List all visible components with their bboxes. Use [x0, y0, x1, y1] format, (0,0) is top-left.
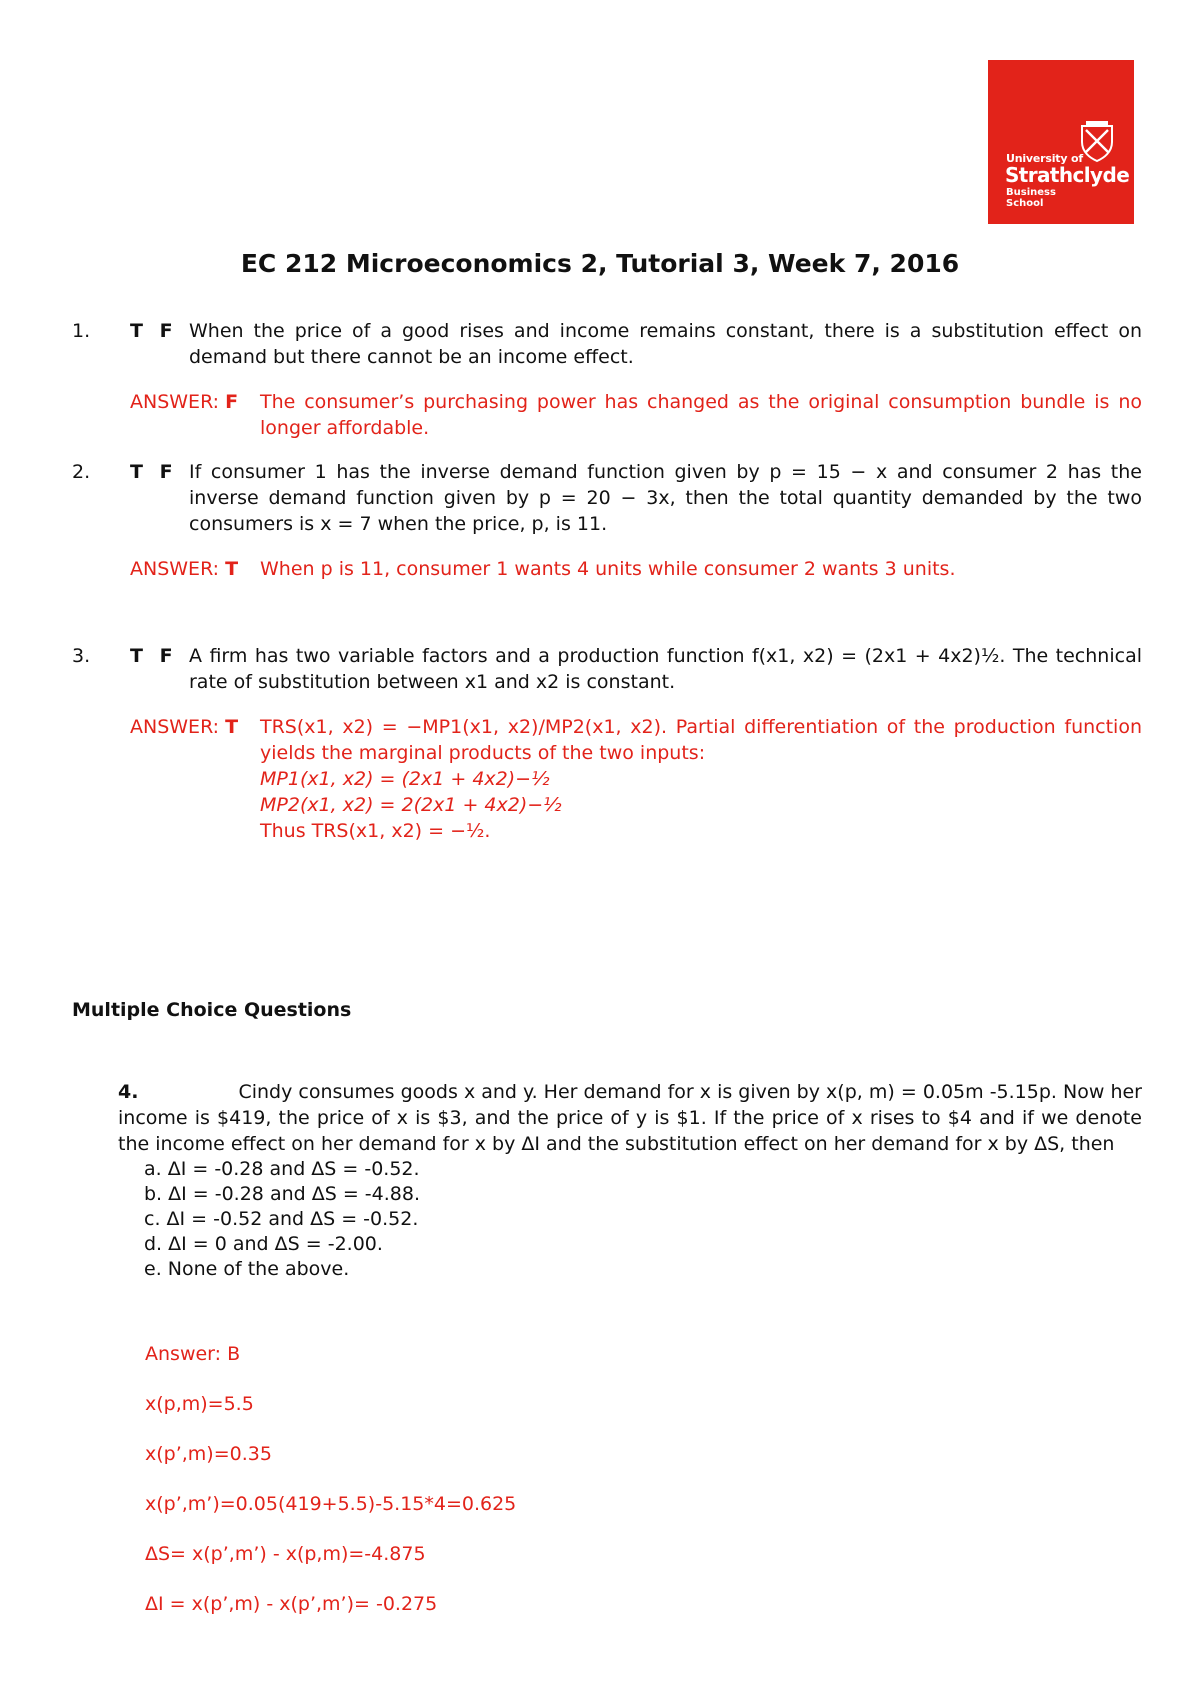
mc-working-2: x(p’,m)=0.35 — [145, 1443, 272, 1465]
true-false-options: T F — [130, 461, 173, 483]
answer-3 — [130, 714, 1142, 844]
mc-option-e: e. None of the above. — [144, 1258, 350, 1280]
mc-number: 4. — [118, 1081, 139, 1103]
section-title: Multiple Choice Questions — [72, 999, 352, 1021]
mc-answer: Answer: B — [145, 1343, 241, 1365]
mc-options — [118, 1157, 1142, 1282]
question-1 — [72, 318, 1142, 370]
true-false-options: T F — [130, 320, 173, 342]
mc-working-1: x(p,m)=5.5 — [145, 1393, 254, 1415]
true-false-options: T F — [130, 645, 173, 667]
answer-text: The consumer’s purchasing power has changed as the original consumption bundle is no longer affordable. — [260, 391, 1142, 439]
mc-option-b: b. ΔI = -0.28 and ΔS = -4.88. — [144, 1183, 420, 1205]
mc-option-a: a. ΔI = -0.28 and ΔS = -0.52. — [144, 1158, 420, 1180]
question-number: 1. — [72, 320, 91, 342]
question-statement: A firm has two variable factors and a production function f(x1, x2) = (2x1 + 4x2)½. The technical rate of substitution between x1 and x2 is constant. — [189, 645, 1142, 693]
answer-1 — [130, 389, 1142, 441]
logo-line-2: Strathclyde — [1005, 163, 1130, 187]
mc-stem: Cindy consumes goods x and y. Her demand for x is given by x(p, m) = 0.05m -5.15p. Now her income is $419, the price of x is $3, and the price of y is $1. If the price of x rises to $4 and if we denote the income effect on her demand for x by ΔI and the substitution effect on her demand for x by ΔS, then — [118, 1081, 1142, 1155]
formula-mp1: MP1(x1, x2) = (2x1 + 4x2)−½ — [260, 768, 550, 790]
university-logo — [988, 60, 1134, 224]
answer-label — [130, 714, 238, 740]
question-3 — [72, 643, 1142, 695]
question-statement: When the price of a good rises and income remains constant, there is a substitution effect on demand but there cannot be an income effect. — [189, 320, 1142, 368]
mc-working-4: ΔS= x(p’,m’) - x(p,m)=-4.875 — [145, 1543, 426, 1565]
answer-label-text: ANSWER: — [130, 558, 220, 580]
answer-label-text: ANSWER: — [130, 391, 220, 413]
answer-label-text: ANSWER: — [130, 716, 220, 738]
mc-stem-line — [118, 1079, 1142, 1157]
mc-option-d: d. ΔI = 0 and ΔS = -2.00. — [144, 1233, 383, 1255]
answer-value: F — [225, 391, 239, 413]
logo-line-1: University of — [1006, 152, 1083, 165]
answer-text: TRS(x1, x2) = −MP1(x1, x2)/MP2(x1, x2). Partial differentiation of the production function yields the marginal products of the two inputs: — [260, 716, 1142, 764]
answer-value: T — [225, 558, 239, 580]
logo-line-3a: Business — [1006, 187, 1056, 198]
answer-text: When p is 11, consumer 1 wants 4 units while consumer 2 wants 3 units. — [260, 558, 956, 580]
answer-label — [130, 389, 238, 415]
answer-conclusion: Thus TRS(x1, x2) = −½. — [260, 820, 491, 842]
question-statement: If consumer 1 has the inverse demand function given by p = 15 − x and consumer 2 has the inverse demand function given by p = 20 − 3x, then the total quantity demanded by the two consumers is x = 7 when the price, p, is 11. — [189, 461, 1142, 535]
answer-2 — [130, 556, 1142, 582]
question-number: 3. — [72, 645, 91, 667]
answer-value: T — [225, 716, 239, 738]
page-title: EC 212 Microeconomics 2, Tutorial 3, Week 7, 2016 — [240, 249, 960, 278]
answer-label — [130, 556, 238, 582]
question-2 — [72, 459, 1142, 537]
mc-working-5: ΔI = x(p’,m) - x(p’,m’)= -0.275 — [145, 1593, 438, 1615]
formula-mp2: MP2(x1, x2) = 2(2x1 + 4x2)−½ — [260, 794, 562, 816]
logo-line-3b: School — [1006, 198, 1044, 209]
mc-option-c: c. ΔI = -0.52 and ΔS = -0.52. — [144, 1208, 419, 1230]
mc-question-4 — [118, 1079, 1142, 1282]
mc-working-3: x(p’,m’)=0.05(419+5.5)-5.15*4=0.625 — [145, 1493, 517, 1515]
logo-line-3 — [1006, 187, 1056, 209]
question-number: 2. — [72, 461, 91, 483]
